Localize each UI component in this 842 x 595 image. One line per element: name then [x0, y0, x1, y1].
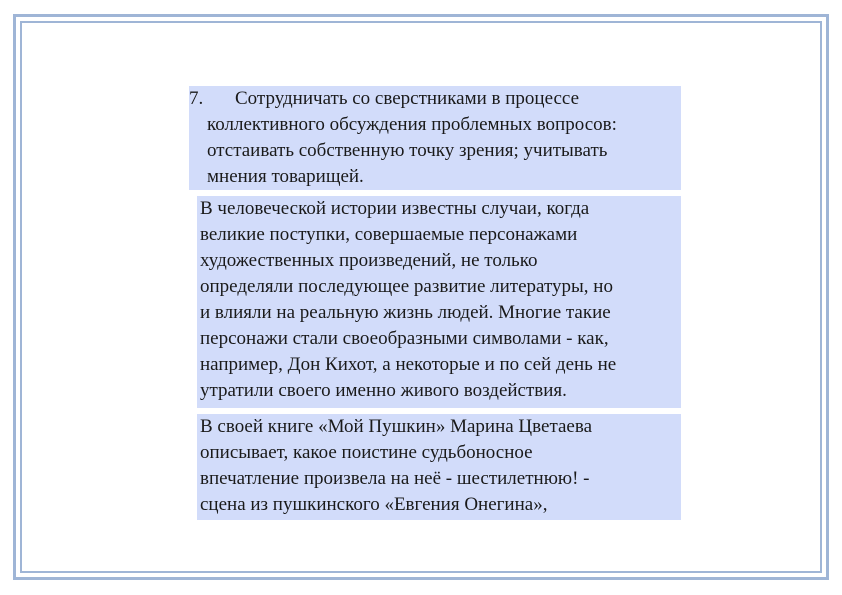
paragraph-line: В человеческой истории известны случаи, когда: [200, 198, 590, 219]
item-continuation: [207, 112, 681, 190]
item-line-1: Сотрудничать со сверстниками в процессе: [235, 88, 580, 109]
paragraph-line: В своей книге «Мой Пушкин» Марина Цветаева: [200, 416, 592, 437]
paragraph-line: персонажи стали своеобразными символами - как,: [200, 328, 609, 349]
numbered-item-7: [189, 86, 681, 190]
paragraph-line: определяли последующее развитие литературы, но: [200, 276, 613, 297]
paragraph-line: впечатление произвела на неё - шестилетнюю! -: [200, 468, 590, 489]
paragraph-tsvetaeva: [197, 414, 681, 520]
item-line-3: отстаивать собственную точку зрения; учитывать: [207, 140, 608, 161]
paragraph-line: и влияли на реальную жизнь людей. Многие такие: [200, 302, 611, 323]
item-first-line: [189, 86, 579, 112]
paragraph-line: например, Дон Кихот, а некоторые и по сей день не: [200, 354, 617, 375]
paragraph-line: великие поступки, совершаемые персонажами: [200, 224, 578, 245]
item-line-4: мнения товарищей.: [207, 166, 364, 187]
paragraph-line: сцена из пушкинского «Евгения Онегина»,: [200, 494, 548, 515]
item-line-2: коллективного обсуждения проблемных вопросов:: [207, 114, 617, 135]
paragraph-line: художественных произведений, не только: [200, 250, 538, 271]
paragraph-history: [197, 196, 681, 408]
paragraph-line: утратили своего именно живого воздействия.: [200, 380, 567, 401]
paragraph-line: описывает, какое поистине судьбоносное: [200, 442, 533, 463]
item-number: 7.: [189, 88, 204, 109]
